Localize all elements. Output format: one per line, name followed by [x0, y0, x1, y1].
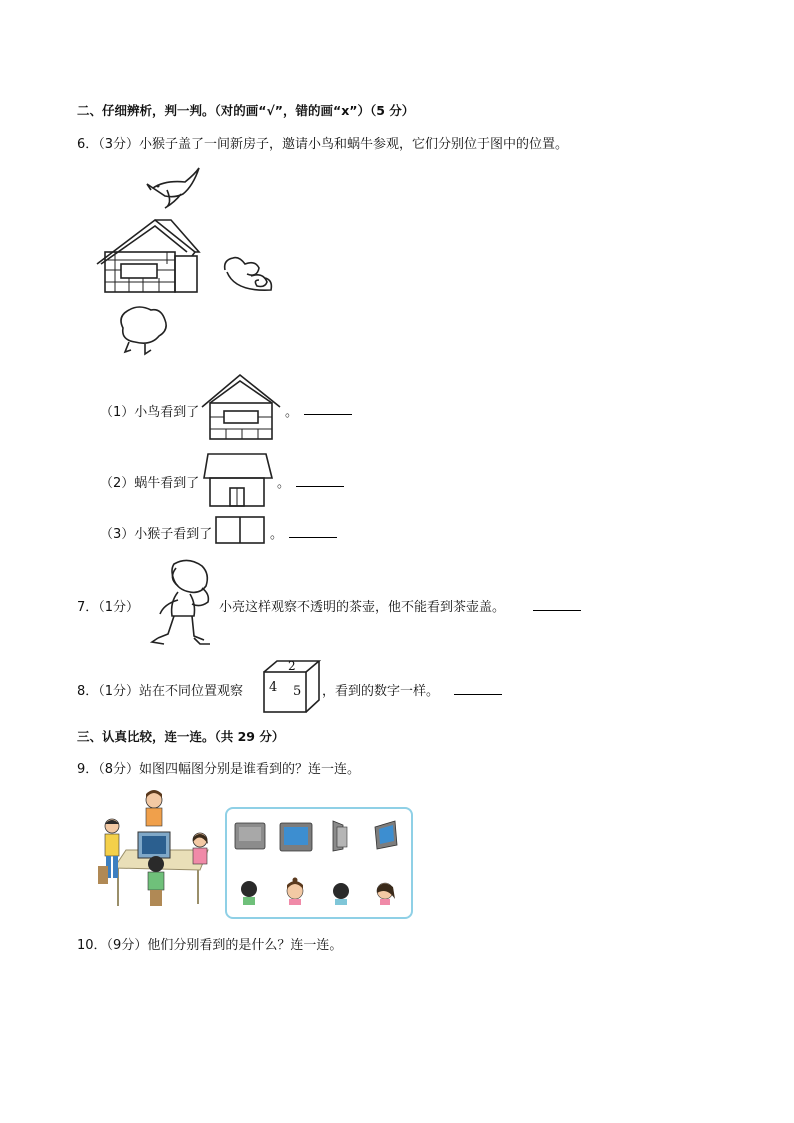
monkey-icon — [121, 307, 166, 354]
q6-sub2-label: （2）蜗牛看到了 — [100, 476, 200, 491]
boy-back-head-icon — [241, 881, 257, 905]
cube-front-number: 5 — [293, 684, 302, 699]
snail-icon — [225, 258, 272, 291]
q7-answer-blank[interactable] — [533, 609, 581, 611]
q9-views-figures — [225, 807, 409, 915]
section-3-header: 三、认真比较，连一连。（共 29 分） — [77, 729, 285, 744]
tv-side-view-icon — [333, 821, 347, 851]
bird-icon — [147, 168, 199, 208]
question-9-stem: 9．（8分）如图四幅图分别是谁看到的？连一连。 — [77, 762, 361, 777]
house-roof-view-icon — [200, 373, 282, 441]
q6-sub2-answer-blank[interactable] — [296, 485, 344, 487]
question-7-text: 小亮这样观察不透明的茶壶，他不能看到茶壶盖。 — [219, 600, 506, 615]
q9-classroom-scene — [96, 786, 214, 916]
boy-dark-head-icon — [333, 883, 349, 905]
q6-sub2-period: 。 — [277, 476, 291, 491]
girl-front-head-icon — [287, 878, 303, 906]
boy-looking-icon — [148, 558, 218, 650]
q6-sub3-period: 。 — [270, 527, 284, 542]
q8-answer-blank[interactable] — [454, 693, 502, 695]
house-icon — [97, 220, 199, 292]
q6-sub1-period: 。 — [285, 405, 299, 420]
cube-top-number: 2 — [288, 659, 296, 673]
question-10-stem: 10．（9分）他们分别看到的是什么？连一连。 — [77, 938, 343, 953]
house-back-view-icon — [215, 516, 267, 544]
q6-sub3-label: （3）小猴子看到了 — [100, 527, 213, 542]
cube-left-number: 4 — [269, 680, 278, 695]
question-7-number: 7．（1分） — [77, 600, 140, 615]
q6-sub1-answer-blank[interactable] — [304, 413, 352, 415]
house-side-view-icon — [202, 452, 274, 508]
tv-back-view-icon — [235, 823, 265, 849]
q6-sub1-label: （1）小鸟看到了 — [100, 405, 200, 420]
question-8-text: ，看到的数字一样。 — [322, 684, 440, 699]
q6-sub3-answer-blank[interactable] — [289, 536, 337, 538]
q6-scene-illustration — [95, 160, 275, 360]
section-2-header: 二、仔细辨析，判一判。（对的画“√”，错的画“x”）（5 分） — [77, 103, 415, 118]
girl-side-head-icon — [377, 883, 395, 905]
question-8-number: 8．（1分）站在不同位置观察 — [77, 684, 244, 699]
tv-angled-view-icon — [375, 821, 397, 849]
question-6-stem: 6．（3分）小猴子盖了一间新房子，邀请小鸟和蜗牛参观，它们分别位于图中的位置。 — [77, 137, 569, 152]
tv-front-view-icon — [280, 823, 312, 851]
